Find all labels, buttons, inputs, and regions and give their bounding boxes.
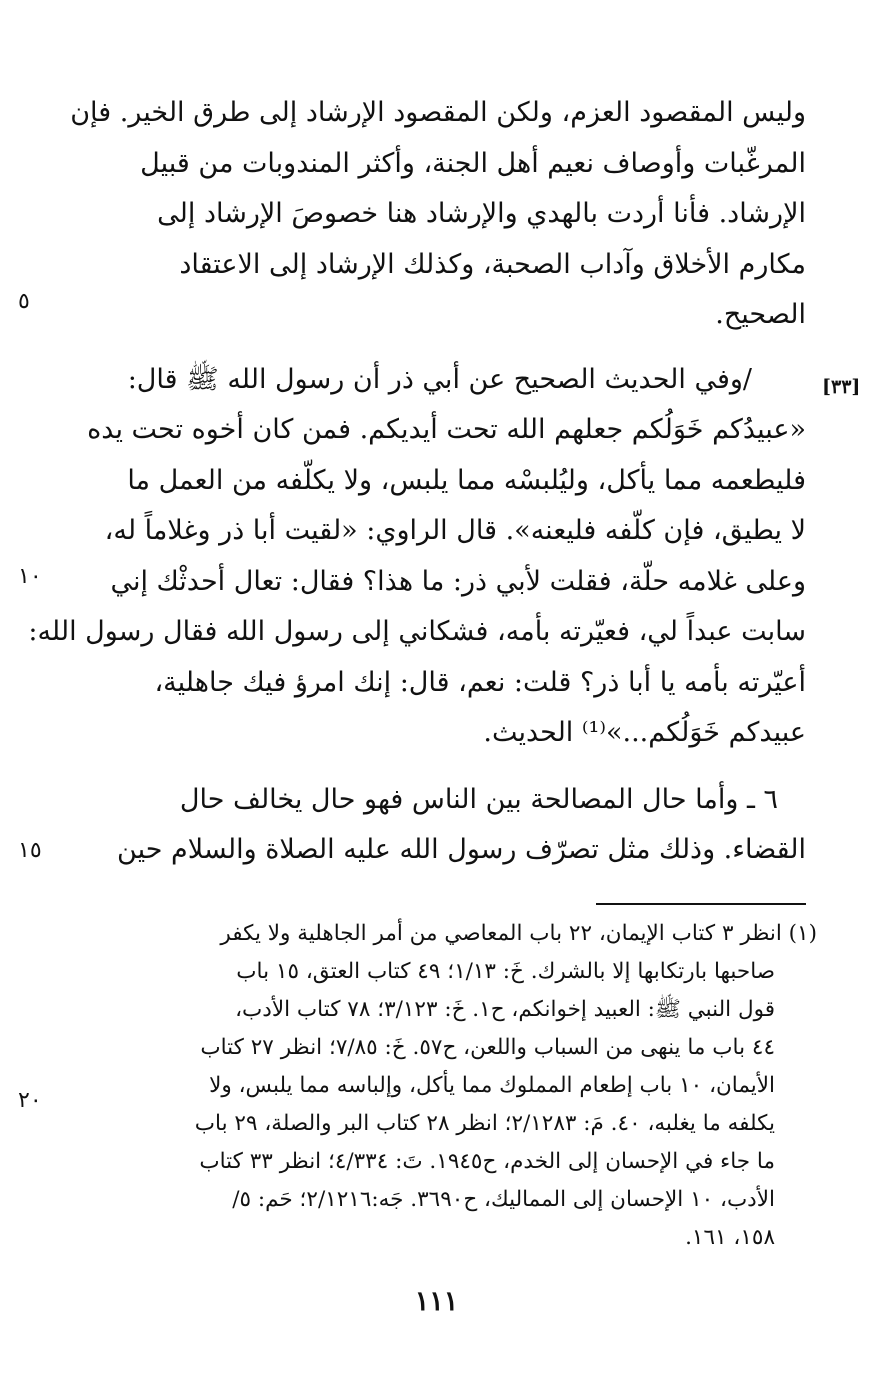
footnote-line: ٤٤ باب ما ينهى من السباب واللعن، ح٥٧. خَ: ٧/٨٥؛ انظر ٢٧ كتاب xyxy=(200,1035,775,1060)
text-line: مكارم الأخلاق وآداب الصحبة، وكذلك الإرشاد إلى الاعتقاد xyxy=(179,248,806,280)
paragraph-1 xyxy=(52,88,806,341)
text-line: القضاء. وذلك مثل تصرّف رسول الله عليه الصلاة والسلام حين xyxy=(117,834,806,865)
line-number-10: ١٠ xyxy=(18,564,42,589)
page-marker: [٣٣] xyxy=(822,376,861,398)
text-line: وليس المقصود العزم، ولكن المقصود الإرشاد إلى طرق الخير. فإن xyxy=(70,97,806,128)
footnotes xyxy=(52,915,817,1257)
text-line: ٦ ـ وأما حال المصالحة بين الناس فهو حال يخالف حال xyxy=(179,783,778,815)
footnote-line: قول النبي ﷺ: العبيد إخوانكم، ح١. خَ: ٣/١٢٣؛ ٧٨ كتاب الأدب، xyxy=(235,997,775,1022)
line-number-20: ٢٠ xyxy=(18,1088,42,1113)
text-line: لا يطيق، فإن كلّفه فليعنه». قال الراوي: «لقيت أبا ذر وغلاماً له، xyxy=(104,515,806,546)
footnote-line: صاحبها بارتكابها إلا بالشرك. خَ: ١/١٣؛ ٤٩ كتاب العتق، ١٥ باب xyxy=(236,959,775,984)
paragraph-3 xyxy=(52,775,806,876)
line-number-5: ٥ xyxy=(18,289,30,314)
page-number: ١١١ xyxy=(414,1286,459,1317)
footnote-line: ١٥٨، ١٦١. xyxy=(685,1225,775,1250)
footnote-line: الأيمان، ١٠ باب إطعام المملوك مما يأكل، وإلباسه مما يلبس، ولا xyxy=(209,1073,775,1098)
text-line: أعيّرته بأمه يا أبا ذر؟ قلت: نعم، قال: إنك امرؤ فيك جاهلية، xyxy=(154,666,806,698)
text-line: عبيدكم خَوَلُكم...»⁽¹⁾ الحديث. xyxy=(483,717,806,748)
line-number-15: ١٥ xyxy=(18,838,42,863)
footnote-line: ما جاء في الإحسان إلى الخدم، ح١٩٤٥. تَ: ٤/٣٣٤؛ انظر ٣٣ كتاب xyxy=(199,1149,775,1174)
text-line: «عبيدُكم خَوَلُكم جعلهم الله تحت أيديكم. فمن كان أخوه تحت يده xyxy=(87,414,806,445)
footnote-separator xyxy=(596,903,806,905)
text-line: سابت عبداً لي، فعيّرته بأمه، فشكاني إلى رسول الله فقال رسول الله: xyxy=(28,616,806,647)
footnote-line: الأدب، ١٠ الإحسان إلى المماليك، ح٣٦٩٠. جَه:٢/١٢١٦؛ حَم: ٥/ xyxy=(232,1187,775,1212)
footnote-line: يكلفه ما يغلبه، ٤٠. مَ: ٢/١٢٨٣؛ انظر ٢٨ كتاب البر والصلة، ٢٩ باب xyxy=(194,1111,775,1136)
text-line: المرغّبات وأوصاف نعيم أهل الجنة، وأكثر المندوبات من قبيل xyxy=(140,147,806,179)
footnote-line: (١) انظر ٣ كتاب الإيمان، ٢٢ باب المعاصي من أمر الجاهلية ولا يكفر xyxy=(220,921,817,946)
text-line: الصحيح. xyxy=(715,299,806,330)
text-line: الإرشاد. فأنا أردت بالهدي والإرشاد هنا خصوصَ الإرشاد إلى xyxy=(157,198,806,229)
text-line: /وفي الحديث الصحيح عن أبي ذر أن رسول الله ﷺ قال: xyxy=(127,363,752,395)
text-line: وعلى غلامه حلّة، فقلت لأبي ذر: ما هذا؟ فقال: تعال أحدثْك إني xyxy=(110,565,806,597)
text-line: فليطعمه مما يأكل، وليُلبسْه مما يلبس، ولا يكلّفه من العمل ما xyxy=(127,464,806,496)
